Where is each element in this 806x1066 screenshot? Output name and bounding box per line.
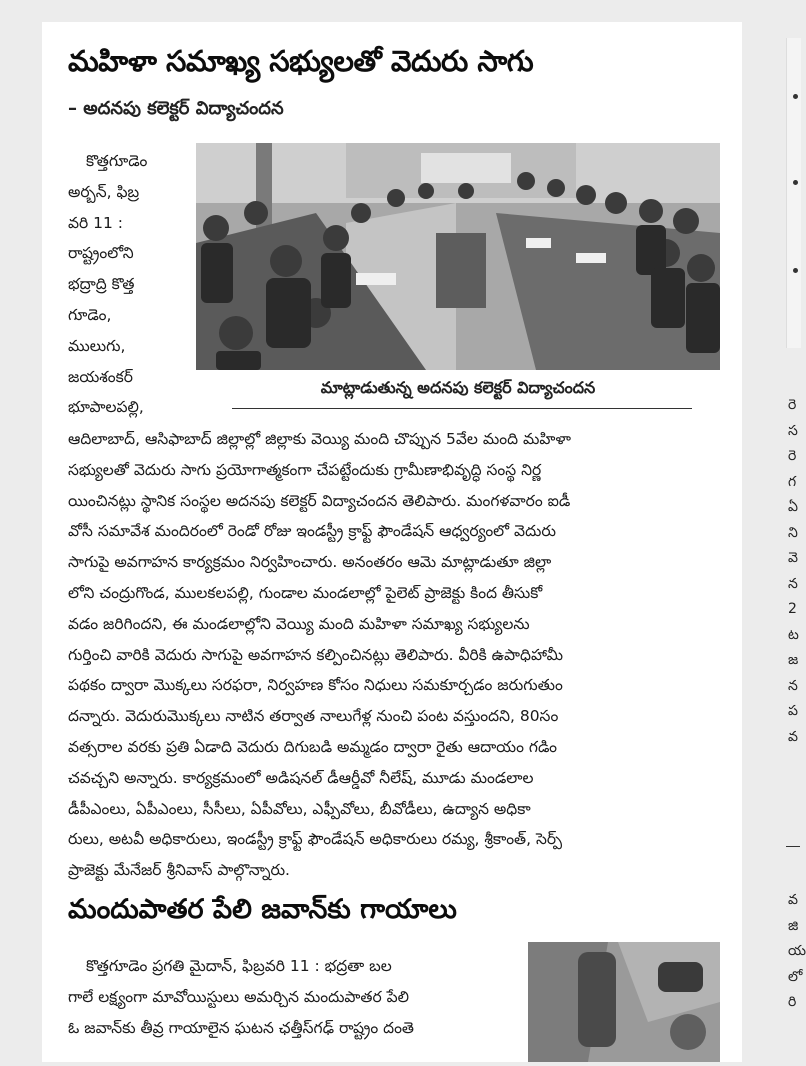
adjacent-text-fragment: వ	[788, 728, 798, 745]
text-line: పథకం ద్వారా మొక్కలు సరఫరా, నిర్వహణ కోసం నిధులు సమకూర్చడం జరుగుతుం	[68, 676, 563, 695]
text-line: భూపాలపల్లి,	[68, 398, 144, 417]
article2-headline: మందుపాతర పేలి జవాన్‌కు గాయాలు	[68, 894, 457, 925]
text-line: అర్బన్, ఫిబ్ర	[68, 182, 140, 201]
adjacent-text-fragment: రె	[788, 397, 797, 413]
text-line: యించినట్లు స్థానిక సంస్థల అదనపు కలెక్టర్ విద్యాచందన తెలిపారు. మంగళవారం ఐడీ	[68, 491, 571, 510]
blast-photo-image	[528, 942, 720, 1062]
article-headline: మహిళా సమాఖ్య సభ్యులతో వెదురు సాగు	[68, 44, 534, 78]
text-line: వోసీ సమావేశ మందిరంలో రెండో రోజు ఇండస్ట్రీ క్రాఫ్ట్ ఫౌండేషన్ ఆధ్వర్యంలో వెదురు	[68, 522, 556, 541]
article2-body	[68, 951, 528, 1043]
photo-caption: మాట్లాడుతున్న అదనపు కలెక్టర్ విద్యాచందన	[320, 378, 596, 397]
adjacent-text-fragment: రి	[788, 994, 797, 1010]
adjacent-text-fragment: ఏ	[788, 499, 798, 515]
bullet-icon	[793, 268, 798, 273]
article-side-column	[68, 146, 188, 423]
adjacent-text-fragment: గ	[788, 473, 797, 490]
text-line: గూడెం,	[68, 305, 112, 324]
text-line: వత్సరాల వరకు ప్రతి ఏడాది వెదురు దిగుబడి అమ్మడం ద్వారా రైతు ఆదాయం గడిం	[68, 737, 558, 756]
text-line: ములుగు,	[68, 336, 126, 355]
adjacent-text-fragment: జ	[788, 652, 799, 668]
text-line: సాగుపై అవగాహన కార్యక్రమం నిర్వహించారు. అనంతరం ఆమె మాట్లాడుతూ జిల్లా	[68, 553, 552, 572]
adjacent-text-fragment: 2	[788, 601, 797, 617]
text-line: డీపీఎంలు, ఏపీఎంలు, సీసీలు, ఏపీవోలు, ఎఫ్పీవోలు, బీవోడీలు, ఉద్యాన అధికా	[68, 799, 531, 818]
adjacent-text-fragment: న	[788, 575, 798, 592]
adjacent-box	[786, 38, 801, 348]
text-line: కొత్తగూడెం ప్రగతి మైదాన్, ఫిబ్రవరి 11 : భద్రతా బల	[86, 957, 392, 975]
adjacent-column-fragment	[786, 38, 806, 1050]
text-line: ప్రాజెక్టు మేనేజర్ శ్రీనివాస్ పాల్గొన్నారు.	[68, 861, 290, 880]
adjacent-text-fragment: వె	[788, 550, 798, 566]
text-line: చవచ్చని అన్నారు. కార్యక్రమంలో అడిషనల్ డీఆర్డీవో నీలేష్, మూడు మండలాల	[68, 768, 534, 787]
bullet-icon	[793, 94, 798, 99]
bullet-icon	[793, 180, 798, 185]
article-byline: – అదనపు కలెక్టర్ విద్యాచందన	[68, 98, 284, 119]
text-line: సభ్యులతో వెదురు సాగు ప్రయోగాత్మకంగా చేపట్టేందుకు గ్రామీణాభివృద్ధి సంస్థ నిర్ణ	[68, 460, 542, 479]
adjacent-text-fragment: లో	[788, 968, 803, 985]
adjacent-text-fragment: వ	[788, 892, 798, 908]
adjacent-text-fragment: ట	[788, 626, 799, 643]
adjacent-text-fragment: న	[788, 677, 798, 694]
text-line: జయశంకర్	[68, 367, 133, 386]
adjacent-text-fragment: ని	[788, 524, 798, 541]
text-line: భద్రాద్రి కొత్త	[68, 275, 135, 294]
text-line: దన్నారు. వెదురుమొక్కలు నాటిన తర్వాత నాలుగేళ్ల నుంచి పంట వస్తుందని, 80సం	[68, 707, 559, 726]
meeting-photo-image	[196, 143, 720, 370]
text-line: రులు, అటవీ అధికారులు, ఇండస్ట్రీ క్రాఫ్ట్ ఫౌండేషన్ అధికారులు రమ్య, శ్రీకాంత్, సెర్ప్	[68, 830, 563, 849]
text-line: గుర్తించి వారికి వెదురు సాగుపై అవగాహన కల్పించినట్లు తెలిపారు. వీరికి ఉపాధిహామీ	[68, 645, 564, 664]
adjacent-text-fragment: స	[788, 422, 798, 439]
caption-divider	[232, 408, 692, 409]
adjacent-text-fragment: జి	[788, 917, 799, 934]
text-line: ఆదిలాబాద్, ఆసిఫాబాద్ జిల్లాల్లో జిల్లాకు వెయ్యి మంది చొప్పున 5వేల మంది మహిళా	[68, 430, 571, 448]
text-line: రాష్ట్రంలోని	[68, 244, 134, 263]
text-line: కొత్తగూడెం	[86, 152, 148, 170]
blast-photo	[528, 942, 720, 1062]
text-line: గాలే లక్ష్యంగా మావోయిస్టులు అమర్చిన మందుపాతర పేలి	[68, 987, 409, 1006]
adjacent-text-fragment: రె	[788, 448, 797, 464]
article-body	[68, 424, 722, 886]
text-line: ఓ జవాన్‌కు తీవ్ర గాయాలైన ఘటన ఛత్తీస్‌గఢ్ రాష్ట్రం దంతె	[68, 1018, 414, 1037]
text-line: వరి 11 :	[68, 213, 124, 232]
adjacent-text-fragment: య	[788, 943, 806, 959]
meeting-photo	[196, 143, 720, 370]
newspaper-page	[42, 22, 742, 1062]
text-line: వడం జరిగిందని, ఈ మండలాల్లోని వెయ్యి మంది మహిళా సమాఖ్య సభ్యులను	[68, 614, 530, 633]
adjacent-divider	[786, 846, 800, 847]
text-line: లోని చంద్రుగొండ, ములకలపల్లి, గుండాల మండలాల్లో పైలెట్ ప్రాజెక్టు కింద తీసుకో	[68, 583, 543, 602]
adjacent-text-fragment: ప	[788, 703, 798, 719]
